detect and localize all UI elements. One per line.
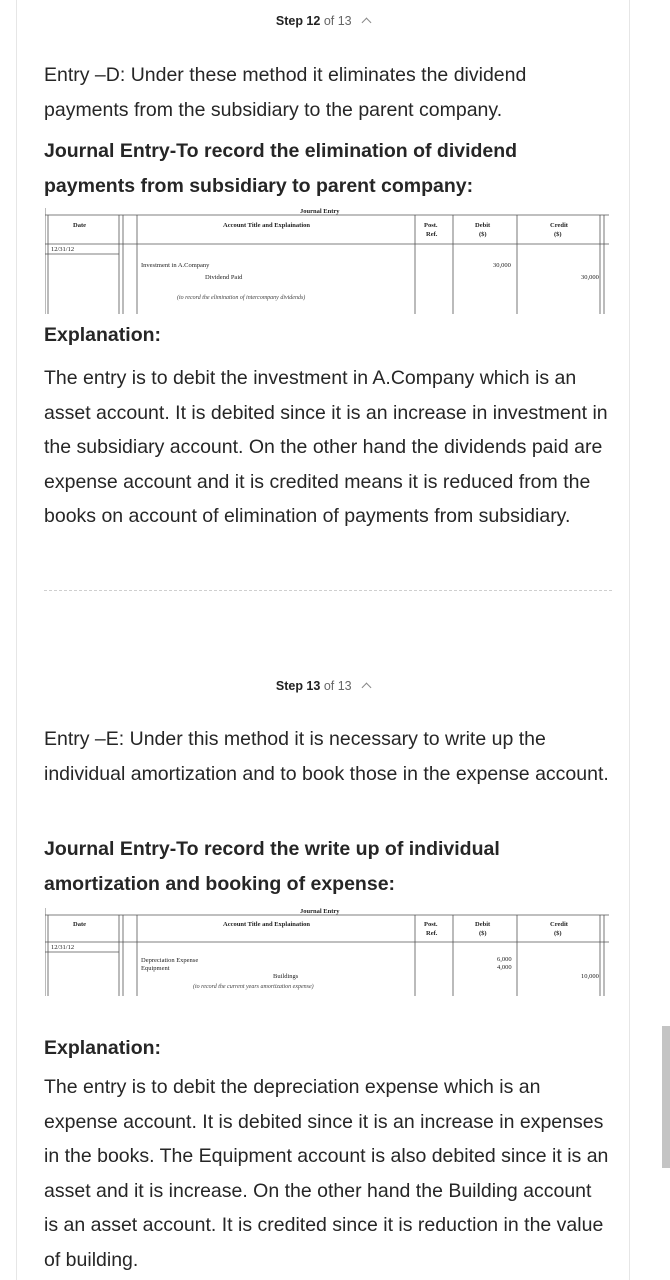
col-credit-unit: ($)	[554, 231, 562, 238]
col-post: Post.	[424, 921, 438, 928]
col-ref: Ref.	[426, 231, 438, 238]
table-title: Journal Entry	[300, 208, 340, 215]
col-debit: Debit	[475, 921, 491, 928]
section-divider	[44, 590, 612, 591]
col-debit-unit: ($)	[479, 231, 487, 238]
row1-debit: 6,000	[497, 956, 512, 963]
entry-date: 12/31/12	[51, 944, 75, 951]
col-debit: Debit	[475, 222, 491, 229]
row3-credit: 10,000	[581, 973, 599, 980]
row1-account: Investment in A.Company	[141, 262, 210, 269]
row1-debit: 30,000	[493, 262, 511, 269]
explanation-heading: Explanation:	[44, 1037, 162, 1059]
col-post: Post.	[424, 222, 438, 229]
journal-entry-table	[45, 908, 609, 996]
col-debit-unit: ($)	[479, 930, 487, 937]
col-date: Date	[73, 222, 86, 229]
col-account: Account Title and Explaination	[223, 921, 310, 928]
journal-entry-table	[45, 208, 609, 314]
step-of-label: of 13	[323, 14, 352, 28]
journal-table-grid	[45, 908, 609, 996]
step-13-header[interactable]	[17, 679, 629, 693]
entry-d-text: Entry –D: Under these method it eliminates the dividend payments from the subsidiary to the parent company.	[44, 64, 527, 121]
step-12-header[interactable]	[17, 14, 629, 28]
row2-credit: 30,000	[581, 274, 599, 281]
entry-note: (to record the elimination of intercompany dividends)	[177, 295, 306, 301]
step-label: Step 13	[275, 679, 321, 693]
row2-debit: 4,000	[497, 964, 512, 971]
journal-heading: Journal Entry-To record the write up of individual amortization and booking of expense:	[44, 838, 500, 895]
entry-e-text: Entry –E: Under this method it is necessary to write up the individual amortization and to book those in the expense account.	[44, 728, 609, 785]
col-credit: Credit	[550, 222, 568, 229]
row2-account: Dividend Paid	[205, 274, 243, 281]
chevron-up-icon[interactable]	[362, 18, 372, 28]
row2-account: Equipment	[141, 965, 170, 972]
entry-note: (to record the current years amortization expense)	[193, 984, 314, 990]
chevron-up-icon[interactable]	[362, 683, 372, 693]
col-date: Date	[73, 921, 86, 928]
entry-date: 12/31/12	[51, 246, 75, 253]
explanation-text: The entry is to debit the investment in A.Company which is an asset account. It is debited since it is an increase in investment in the subsidiary account. On the other hand the dividends paid are expense account and it is credited means it is reduced from the books on account of elimination of payments from subsidiary.	[44, 367, 608, 527]
step-12-card	[16, 0, 630, 667]
table-title: Journal Entry	[300, 908, 340, 915]
step-of-label: of 13	[323, 679, 352, 693]
explanation-text: The entry is to debit the depreciation expense which is an expense account. It is debited since it is an increase in expenses in the books. The Equipment account is also debited since it is an asset and it is increase. On the other hand the Building account is an asset account. It is credited since it is reduction in the value of building.	[44, 1076, 609, 1271]
col-credit: Credit	[550, 921, 568, 928]
scrollbar-thumb[interactable]	[662, 1026, 670, 1168]
col-credit-unit: ($)	[554, 930, 562, 937]
journal-heading: Journal Entry-To record the elimination of dividend payments from subsidiary to parent company:	[44, 140, 518, 197]
row1-account: Depreciation Expense	[141, 957, 199, 964]
journal-table-grid	[45, 208, 609, 314]
col-account: Account Title and Explaination	[223, 222, 310, 229]
row3-account: Buildings	[273, 973, 299, 980]
step-13-card	[16, 666, 630, 1280]
explanation-heading: Explanation:	[44, 324, 162, 346]
col-ref: Ref.	[426, 930, 438, 937]
step-label: Step 12	[275, 14, 321, 28]
